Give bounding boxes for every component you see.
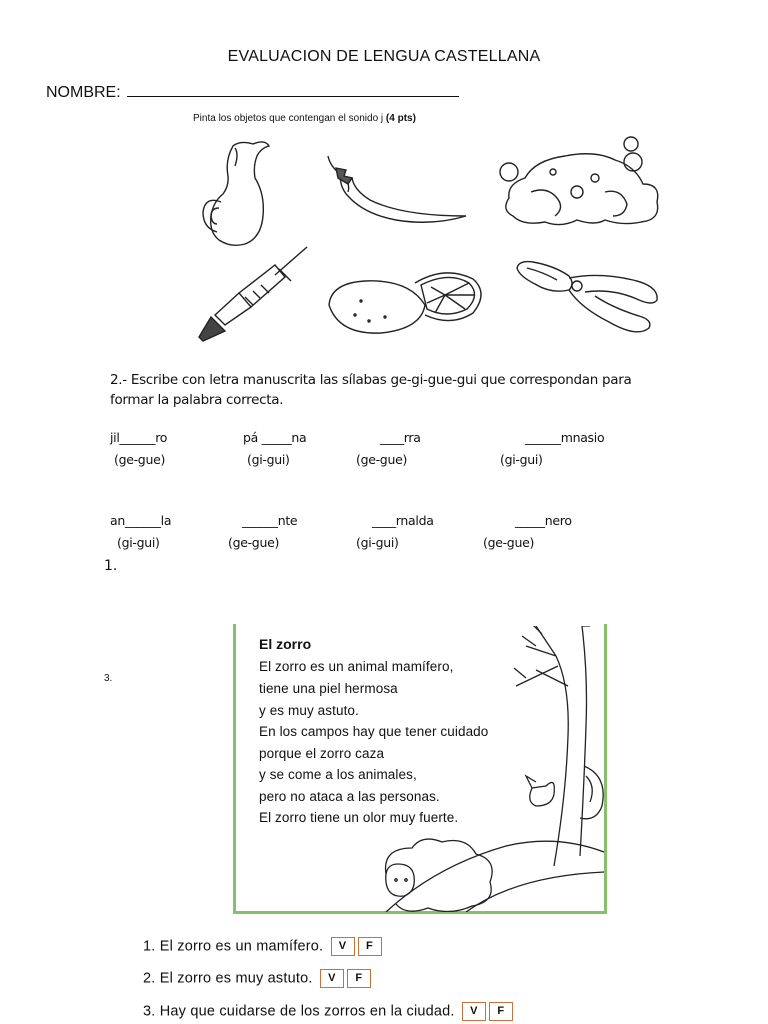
- story-line: En los campos hay que tener cuidado: [259, 724, 489, 739]
- pliers-icon[interactable]: [513, 258, 663, 343]
- false-checkbox[interactable]: F: [489, 1002, 513, 1021]
- story-line: El zorro es un animal mamífero,: [259, 659, 454, 674]
- name-label: NOMBRE:: [46, 84, 121, 101]
- word-2[interactable]: pá _____na: [243, 430, 307, 445]
- name-blank-line[interactable]: [127, 82, 459, 97]
- hint-4: (gi-gui): [500, 452, 543, 467]
- word-5[interactable]: an______la: [110, 513, 172, 528]
- word-7[interactable]: ____rnalda: [372, 513, 434, 528]
- hint-5: (gi-gui): [117, 535, 160, 550]
- word-1[interactable]: jil______ro: [110, 430, 168, 445]
- false-checkbox[interactable]: F: [358, 937, 382, 956]
- syringe-icon[interactable]: [195, 245, 310, 345]
- true-checkbox[interactable]: V: [462, 1002, 486, 1021]
- hint-7: (gi-gui): [356, 535, 399, 550]
- story-line: y es muy astuto.: [259, 703, 359, 718]
- story-line: El zorro tiene un olor muy fuerte.: [259, 810, 459, 825]
- tf-question-1: [143, 937, 382, 956]
- true-checkbox[interactable]: V: [320, 969, 344, 988]
- page-title: EVALUACION DE LENGUA CASTELLANA: [227, 48, 541, 65]
- tf-question-text: 3. Hay que cuidarse de los zorros en la ciudad.: [143, 1003, 455, 1020]
- lemon-icon[interactable]: [325, 265, 490, 345]
- section2-instruction: 2.- Escribe con letra manuscrita las sílabas ge-gi-gue-gui que correspondan para formar la palabra correcta.: [110, 372, 632, 408]
- hint-1: (ge-gue): [114, 452, 166, 467]
- section1-instruction-text: Pinta los objetos que contengan el sonido j: [193, 113, 384, 124]
- word-3[interactable]: ____rra: [380, 430, 421, 445]
- word-8[interactable]: _____nero: [515, 513, 572, 528]
- word-4[interactable]: ______mnasio: [525, 430, 605, 445]
- item-number-1: 1.: [104, 558, 118, 574]
- section1-points: (4 pts): [385, 113, 416, 124]
- soap-bubbles-icon[interactable]: [495, 132, 670, 232]
- name-field: [46, 82, 459, 102]
- hint-2: (gi-gui): [247, 452, 290, 467]
- item-number-3: 3.: [104, 673, 113, 684]
- story-line: pero no ataca a las personas.: [259, 789, 440, 804]
- hint-6: (ge-gue): [228, 535, 280, 550]
- section1-instruction: [193, 113, 416, 124]
- story-line: tiene una piel hermosa: [259, 681, 398, 696]
- story-title: El zorro: [259, 636, 312, 652]
- hint-8: (ge-gue): [483, 535, 535, 550]
- tf-question-text: 1. El zorro es un mamífero.: [143, 938, 324, 955]
- false-checkbox[interactable]: F: [347, 969, 371, 988]
- story-line: y se come a los animales,: [259, 767, 417, 782]
- true-checkbox[interactable]: V: [331, 937, 355, 956]
- jug-icon[interactable]: [195, 136, 285, 251]
- tf-question-3: [143, 1002, 513, 1021]
- tf-question-2: [143, 969, 371, 988]
- word-6[interactable]: ______nte: [242, 513, 298, 528]
- chili-pepper-icon[interactable]: [322, 152, 472, 232]
- hint-3: (ge-gue): [356, 452, 408, 467]
- tf-question-text: 2. El zorro es muy astuto.: [143, 970, 313, 987]
- story-line: porque el zorro caza: [259, 746, 385, 761]
